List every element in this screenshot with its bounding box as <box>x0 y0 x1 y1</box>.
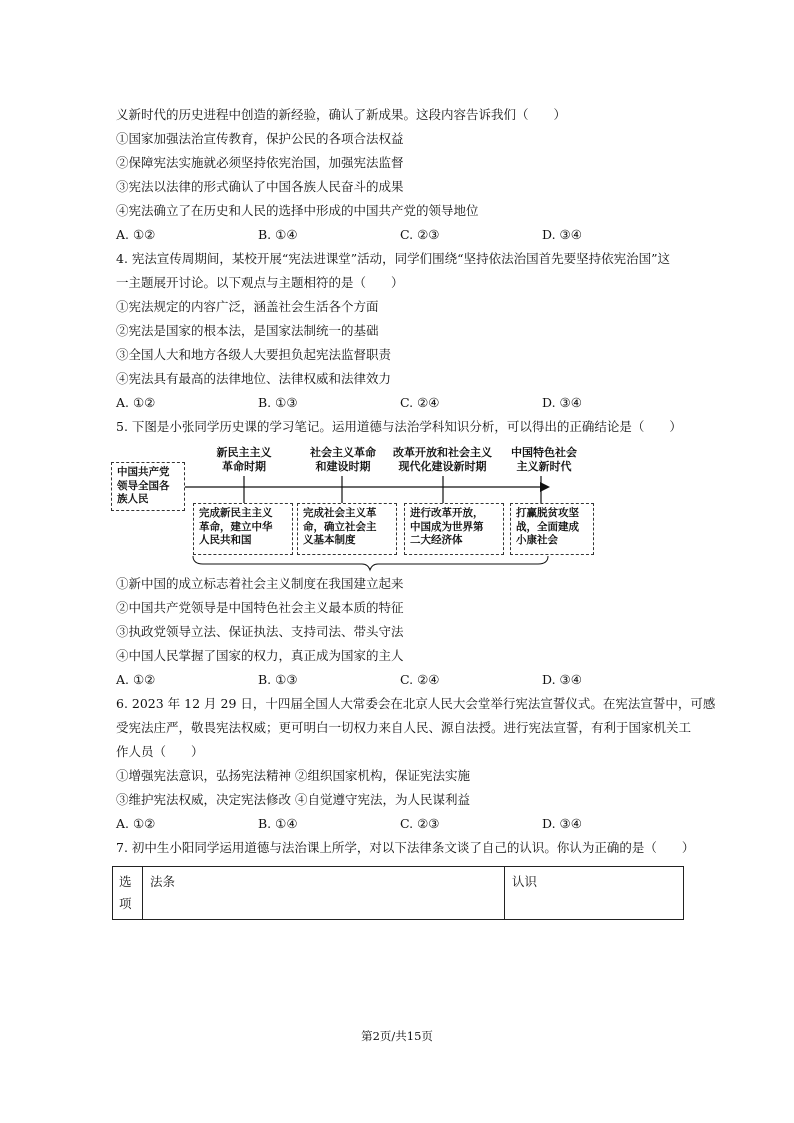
q5-item-2: ②中国共产党领导是中国特色社会主义最本质的特征 <box>116 600 404 615</box>
table-header-understanding: 认识 <box>505 867 684 920</box>
q5-item-4: ④中国人民掌握了国家的权力，真正成为国家的主人 <box>116 648 404 663</box>
table-header-article: 法条 <box>143 867 505 920</box>
q5-option-c: C. ②④ <box>400 672 440 687</box>
q5-option-a: A. ①② <box>116 672 156 687</box>
q4-item-2: ②宪法是国家的根本法，是国家法制统一的基础 <box>116 323 379 338</box>
q3-option-a: A. ①② <box>116 227 156 242</box>
q4-item-3: ③全国人大和地方各级人大要担负起宪法监督职责 <box>116 347 392 362</box>
q5-option-d: D. ③④ <box>542 672 582 687</box>
q3-option-b: B. ①④ <box>258 227 298 242</box>
period-heading-2: 社会主义革命 和建设时期 <box>310 446 376 473</box>
period-heading-3: 改革开放和社会主义 现代化建设新时期 <box>393 446 492 473</box>
q4-option-a: A. ①② <box>116 395 156 410</box>
q3-item-4: ④宪法确立了在历史和人民的选择中形成的中国共产党的领导地位 <box>116 203 479 218</box>
q3-option-c: C. ②③ <box>400 227 440 242</box>
q6-option-c: C. ②③ <box>400 816 440 831</box>
period-note-1: 完成新民主主义 革命，建立中华 人民共和国 <box>193 503 293 555</box>
start-box: 中国共产党 领导全国各 族人民 <box>111 462 185 511</box>
q5-item-1: ①新中国的成立标志着社会主义制度在我国建立起来 <box>116 576 404 591</box>
q4-item-4: ④宪法具有最高的法律地位、法律权威和法律效力 <box>116 371 392 386</box>
q4-item-1: ①宪法规定的内容广泛，涵盖社会生活各个方面 <box>116 299 379 314</box>
table-header-option: 选项 <box>113 867 143 920</box>
period-note-2: 完成社会主义革 命，确立社会主 义基本制度 <box>297 503 397 555</box>
q6-option-b: B. ①④ <box>258 816 298 831</box>
q6-stem-line-1: 6. 2023 年 12 月 29 日，十四届全国人大常委会在北京人民大会堂举行宪法宣誓仪式。在宪法宣誓中，可感 <box>116 696 716 711</box>
q7-table <box>112 866 684 920</box>
q5-stem: 5. 下图是小张同学历史课的学习笔记。运用道德与法治学科知识分析，可以得出的正确结论是（ ） <box>116 419 682 434</box>
q3-item-2: ②保障宪法实施就必须坚持依宪治国，加强宪法监督 <box>116 155 404 170</box>
q7-stem: 7. 初中生小阳同学运用道德与法治课上所学，对以下法律条文谈了自己的认识。你认为正确的是（ ） <box>116 840 695 855</box>
q4-stem-line-2: 一主题展开讨论。以下观点与主题相符的是（ ） <box>116 275 404 290</box>
period-note-4: 打赢脱贫攻坚 战，全面建成 小康社会 <box>510 503 594 555</box>
q4-option-d: D. ③④ <box>542 395 582 410</box>
q4-stem-line-1: 4. 宪法宣传周期间，某校开展“宪法进课堂”活动，同学们围绕“坚持依法治国首先要坚持依宪治国”这 <box>116 251 670 266</box>
q6-item-2: ③维护宪法权威，决定宪法修改 ④自觉遵守宪法，为人民谋利益 <box>116 792 470 807</box>
q6-stem-line-3: 作人员（ ） <box>116 744 204 759</box>
q6-option-d: D. ③④ <box>542 816 582 831</box>
q6-option-a: A. ①② <box>116 816 156 831</box>
q3-item-3: ③宪法以法律的形式确认了中国各族人民奋斗的成果 <box>116 179 404 194</box>
q3-item-1: ①国家加强法治宣传教育，保护公民的各项合法权益 <box>116 131 404 146</box>
q5-item-3: ③执政党领导立法、保证执法、支持司法、带头守法 <box>116 624 404 639</box>
q3-option-d: D. ③④ <box>542 227 582 242</box>
period-heading-4: 中国特色社会 主义新时代 <box>511 446 577 473</box>
q6-item-1: ①增强宪法意识，弘扬宪法精神 ②组织国家机构，保证宪法实施 <box>116 768 470 783</box>
period-note-3: 进行改革开放， 中国成为世界第 二大经济体 <box>404 503 504 555</box>
table-header-row <box>113 867 684 920</box>
q4-option-c: C. ②④ <box>400 395 440 410</box>
q5-option-b: B. ①③ <box>258 672 298 687</box>
curly-brace <box>193 556 548 570</box>
q3-stem: 义新时代的历史进程中创造的新经验，确认了新成果。这段内容告诉我们（ ） <box>116 107 567 122</box>
q4-option-b: B. ①③ <box>258 395 298 410</box>
q6-stem-line-2: 受宪法庄严，敬畏宪法权威；更可明白一切权力来自人民、源自法授。进行宪法宣誓，有利于国家机关工 <box>116 720 692 735</box>
period-heading-1: 新民主主义 革命时期 <box>216 446 272 473</box>
page-footer: 第2页/共15页 <box>361 1029 433 1043</box>
